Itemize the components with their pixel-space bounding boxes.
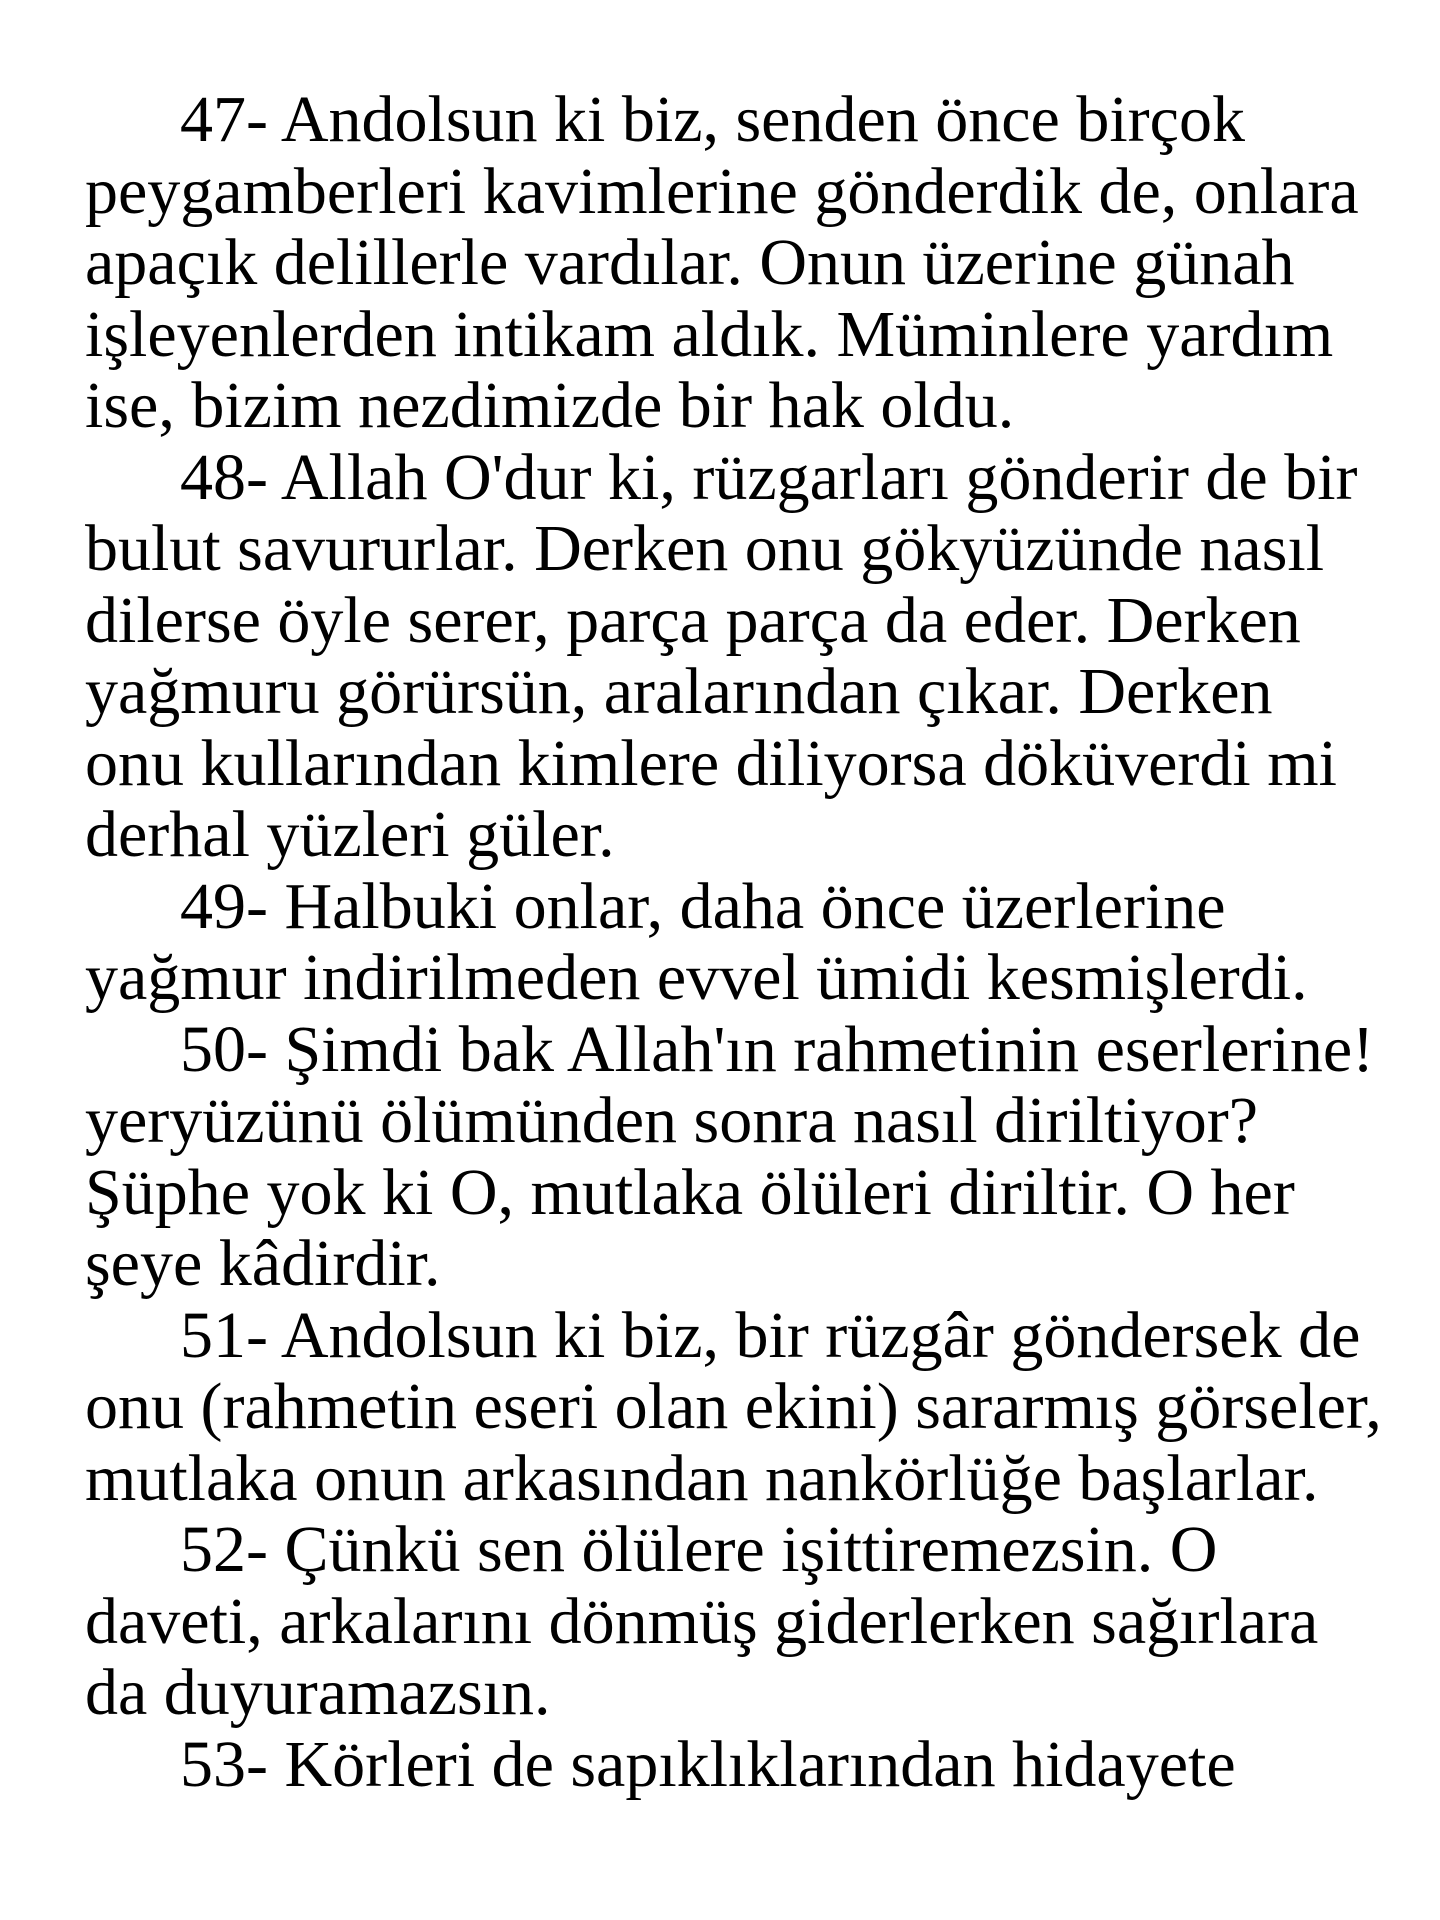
verse-52 xyxy=(85,1514,1410,1729)
text-line: 51- Andolsun ki biz, bir rüzgâr göndersek de xyxy=(180,1298,1361,1372)
text-line: mutlaka onun arkasından nankörlüğe başlarlar. xyxy=(85,1441,1319,1515)
verse-50 xyxy=(85,1014,1410,1300)
text-line: Şüphe yok ki O, mutlaka ölüleri diriltir. O her xyxy=(85,1155,1295,1229)
text-line: yağmur indirilmeden evvel ümidi kesmişlerdi. xyxy=(85,941,1308,1014)
text-line: dilerse öyle serer, parça parça da eder. Derken xyxy=(85,583,1301,657)
text-line: 53- Körleri de sapıklıklarından hidayete xyxy=(180,1727,1236,1801)
text-line: 49- Halbuki onlar, daha önce üzerlerine xyxy=(180,869,1226,943)
text-line: derhal yüzleri güler. xyxy=(85,798,615,871)
verse-48 xyxy=(85,442,1410,871)
verse-53 xyxy=(85,1729,1410,1801)
text-line: onu (rahmetin eseri olan ekini) sararmış görseler, xyxy=(85,1370,1382,1443)
text-line: şeye kâdirdir. xyxy=(85,1227,441,1300)
text-line: daveti, arkalarını dönmüş giderlerken sağırlara xyxy=(85,1584,1319,1658)
text-line: 50- Şimdi bak Allah'ın rahmetinin eserlerine! xyxy=(180,1012,1375,1086)
text-line: da duyuramazsın. xyxy=(85,1656,551,1729)
verse-49 xyxy=(85,871,1410,1014)
text-line: ise, bizim nezdimizde bir hak oldu. xyxy=(85,369,1015,442)
text-line: apaçık delillerle vardılar. Onun üzerine günah xyxy=(85,226,1295,299)
text-line: 47- Andolsun ki biz, senden önce birçok xyxy=(180,83,1245,156)
text-line: yeryüzünü ölümünden sonra nasıl diriltiyor? xyxy=(85,1084,1259,1157)
text-line: peygamberleri kavimlerine gönderdik de, onlara xyxy=(85,154,1359,228)
text-line: 52- Çünkü sen ölülere işittiremezsin. O xyxy=(180,1513,1218,1586)
verse-47 xyxy=(85,84,1410,442)
text-line: bulut savururlar. Derken onu gökyüzünde nasıl xyxy=(85,512,1325,585)
text-line: onu kullarından kimlere diliyorsa döküverdi mi xyxy=(85,726,1337,800)
text-line: işleyenlerden intikam aldık. Müminlere yardım xyxy=(85,297,1334,371)
text-line: yağmuru görürsün, aralarından çıkar. Derken xyxy=(85,655,1273,728)
text-line: 48- Allah O'dur ki, rüzgarları gönderir de bir xyxy=(180,440,1358,514)
verse-51 xyxy=(85,1300,1410,1515)
